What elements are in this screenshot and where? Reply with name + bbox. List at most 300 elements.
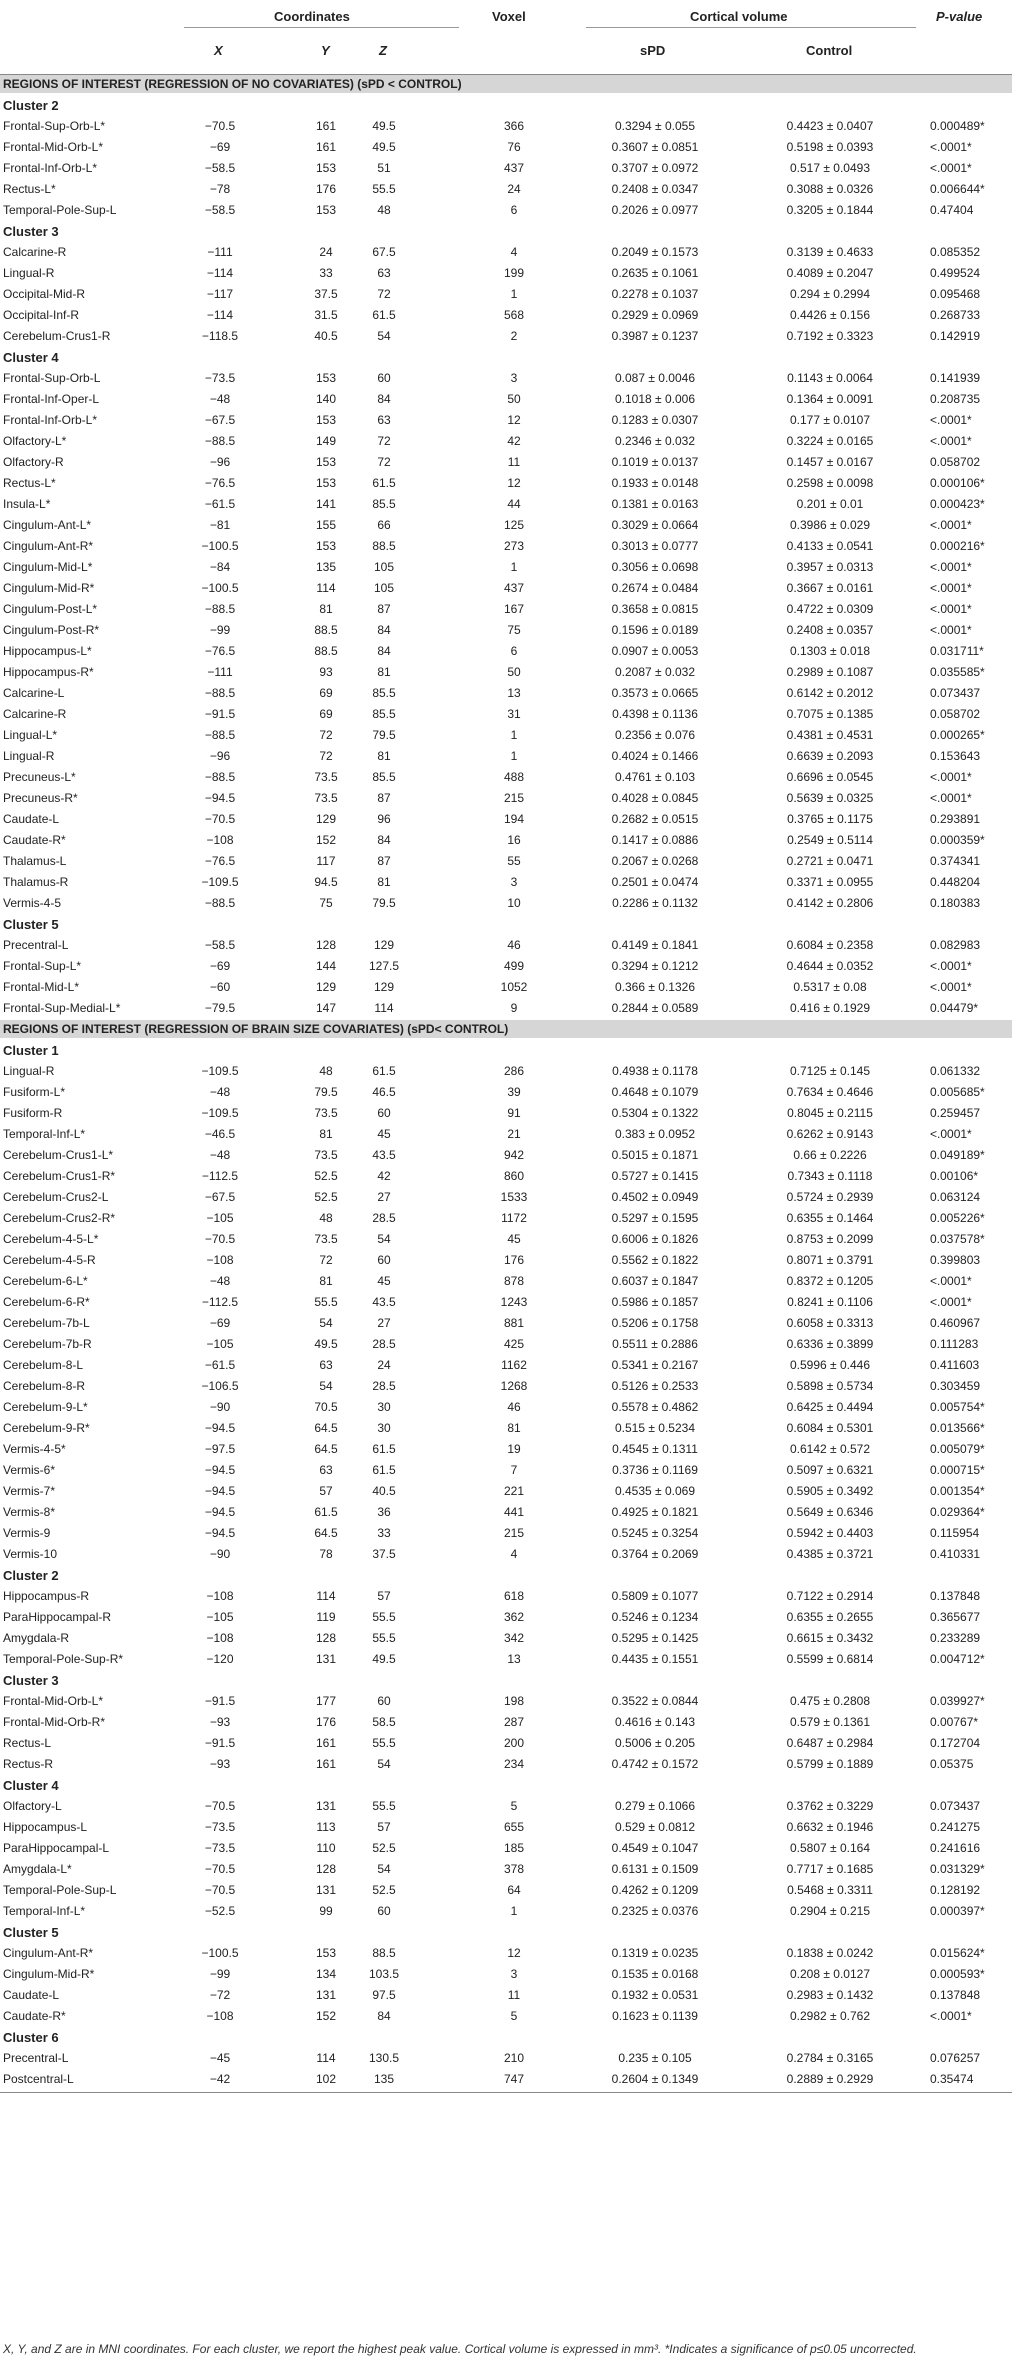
control-volume-cell: 0.8753 ± 0.2099 xyxy=(786,1232,874,1246)
y-cell: 153 xyxy=(315,413,337,427)
x-cell: −94.5 xyxy=(204,1505,236,1519)
y-cell: 131 xyxy=(315,1883,337,1897)
x-cell: −109.5 xyxy=(201,1064,239,1078)
y-cell: 37.5 xyxy=(314,287,338,301)
z-cell: 28.5 xyxy=(372,1379,396,1393)
x-cell: −100.5 xyxy=(201,1946,239,1960)
y-cell: 55.5 xyxy=(314,1295,338,1309)
control-volume-cell: 0.6058 ± 0.3313 xyxy=(786,1316,874,1330)
cluster-label: Cluster 5 xyxy=(3,917,59,932)
y-cell: 149 xyxy=(315,434,337,448)
z-cell: 81 xyxy=(377,665,391,679)
table-row xyxy=(0,116,1012,137)
voxel-cell: 11 xyxy=(507,455,521,469)
region-cell: Calcarine-R xyxy=(3,707,67,721)
region-cell: Cingulum-Mid-R* xyxy=(3,581,95,595)
spd-volume-cell: 0.1381 ± 0.0163 xyxy=(611,497,699,511)
spd-volume-cell: 0.2286 ± 0.1132 xyxy=(612,896,698,910)
x-cell: −100.5 xyxy=(201,581,239,595)
x-cell: −97.5 xyxy=(204,1442,236,1456)
control-volume-cell: 0.1303 ± 0.018 xyxy=(790,644,870,658)
y-cell: 88.5 xyxy=(314,644,338,658)
table-row xyxy=(0,767,1012,788)
x-cell: −90 xyxy=(209,1400,231,1414)
y-cell: 147 xyxy=(315,1001,337,1015)
y-cell: 64.5 xyxy=(314,1421,338,1435)
spd-volume-cell: 0.4925 ± 0.1821 xyxy=(611,1505,699,1519)
x-cell: −109.5 xyxy=(201,1106,239,1120)
y-cell: 129 xyxy=(315,980,337,994)
pvalue-cell: 0.005685* xyxy=(930,1085,985,1099)
table-row xyxy=(0,1208,1012,1229)
z-cell: 114 xyxy=(374,1001,394,1015)
spd-volume-cell: 0.2067 ± 0.0268 xyxy=(611,854,699,868)
spd-volume-cell: 0.1018 ± 0.006 xyxy=(615,392,695,406)
region-cell: Cerebelum-8-L xyxy=(3,1358,84,1372)
voxel-cell: 167 xyxy=(503,602,525,616)
pvalue-cell: 0.180383 xyxy=(930,896,981,910)
z-cell: 30 xyxy=(377,1421,391,1435)
control-volume-cell: 0.3224 ± 0.0165 xyxy=(786,434,874,448)
pvalue-cell: 0.005079* xyxy=(930,1442,985,1456)
y-cell: 63 xyxy=(319,1463,333,1477)
table-row xyxy=(0,179,1012,200)
control-volume-cell: 0.3205 ± 0.1844 xyxy=(786,203,874,217)
x-cell: −109.5 xyxy=(201,875,239,889)
control-volume-cell: 0.579 ± 0.1361 xyxy=(790,1715,870,1729)
x-cell: −96 xyxy=(209,455,231,469)
z-header: Z xyxy=(379,43,387,58)
y-cell: 48 xyxy=(319,1211,333,1225)
region-cell: Amygdala-L* xyxy=(3,1862,72,1876)
y-cell: 161 xyxy=(315,1757,337,1771)
table-row xyxy=(0,1313,1012,1334)
region-cell: Lingual-R xyxy=(3,749,55,763)
table-row xyxy=(0,557,1012,578)
voxel-cell: 13 xyxy=(507,1652,521,1666)
pvalue-cell: 0.085352 xyxy=(930,245,981,259)
x-cell: −88.5 xyxy=(204,434,236,448)
x-cell: −114 xyxy=(206,266,234,280)
x-cell: −112.5 xyxy=(201,1295,239,1309)
table-row xyxy=(0,1292,1012,1313)
region-cell: Frontal-Sup-Medial-L* xyxy=(3,1001,121,1015)
spd-volume-cell: 0.3056 ± 0.0698 xyxy=(611,560,699,574)
z-cell: 81 xyxy=(377,875,391,889)
x-cell: −69 xyxy=(209,140,231,154)
z-cell: 67.5 xyxy=(372,245,396,259)
z-cell: 96 xyxy=(377,812,391,826)
region-cell: Cingulum-Post-R* xyxy=(3,623,100,637)
region-cell: Occipital-Inf-R xyxy=(3,308,80,322)
cluster-heading xyxy=(0,1565,1012,1586)
table-row xyxy=(0,410,1012,431)
table-row xyxy=(0,1859,1012,1880)
table-row xyxy=(0,578,1012,599)
x-cell: −72 xyxy=(209,1988,231,2002)
coordinates-header: Coordinates xyxy=(274,9,350,24)
spd-volume-cell: 0.5727 ± 0.1415 xyxy=(611,1169,699,1183)
z-cell: 60 xyxy=(377,1106,391,1120)
x-cell: −73.5 xyxy=(204,1841,236,1855)
control-volume-cell: 0.2408 ± 0.0357 xyxy=(786,623,874,637)
voxel-cell: 342 xyxy=(503,1631,525,1645)
x-cell: −91.5 xyxy=(204,1736,236,1750)
region-cell: Olfactory-L xyxy=(3,1799,62,1813)
region-cell: Frontal-Mid-Orb-L* xyxy=(3,1694,104,1708)
region-cell: Rectus-L* xyxy=(3,182,56,196)
voxel-cell: 42 xyxy=(507,434,521,448)
y-cell: 155 xyxy=(315,518,337,532)
z-cell: 61.5 xyxy=(372,1442,396,1456)
cluster-label: Cluster 4 xyxy=(3,1778,59,1793)
pvalue-cell: 0.005754* xyxy=(930,1400,985,1414)
x-cell: −93 xyxy=(209,1757,231,1771)
spd-volume-cell: 0.515 ± 0.5234 xyxy=(615,1421,695,1435)
region-cell: Cerebelum-Crus1-R* xyxy=(3,1169,116,1183)
pvalue-header: P-value xyxy=(936,9,983,24)
z-cell: 52.5 xyxy=(372,1841,396,1855)
control-volume-cell: 0.5996 ± 0.446 xyxy=(790,1358,870,1372)
region-cell: Cerebelum-Crus1-R xyxy=(3,329,111,343)
region-cell: Calcarine-R xyxy=(3,245,67,259)
table-row xyxy=(0,263,1012,284)
z-cell: 60 xyxy=(377,1694,391,1708)
section-title: REGIONS OF INTEREST (REGRESSION OF NO COVARIATES) (sPD < CONTROL) xyxy=(3,77,462,91)
region-cell: Frontal-Sup-Orb-L* xyxy=(3,119,106,133)
control-volume-cell: 0.6639 ± 0.2093 xyxy=(786,749,874,763)
pvalue-cell: <.0001* xyxy=(930,161,972,175)
table-row xyxy=(0,200,1012,221)
x-cell: −81 xyxy=(209,518,231,532)
voxel-cell: 176 xyxy=(503,1253,525,1267)
z-cell: 43.5 xyxy=(372,1148,396,1162)
table-row xyxy=(0,242,1012,263)
spd-volume-cell: 0.5341 ± 0.2167 xyxy=(611,1358,699,1372)
table-row xyxy=(0,1649,1012,1670)
y-cell: 161 xyxy=(315,119,337,133)
y-cell: 88.5 xyxy=(314,623,338,637)
x-cell: −70.5 xyxy=(204,1883,236,1897)
pvalue-cell: 0.47404 xyxy=(930,203,974,217)
table-row xyxy=(0,1166,1012,1187)
region-cell: Frontal-Mid-Orb-R* xyxy=(3,1715,106,1729)
y-cell: 72 xyxy=(319,728,333,742)
region-cell: Caudate-R* xyxy=(3,2009,66,2023)
pvalue-cell: 0.063124 xyxy=(930,1190,981,1204)
pvalue-cell: 0.000489* xyxy=(930,119,985,133)
voxel-cell: 10 xyxy=(507,896,521,910)
table-row xyxy=(0,1145,1012,1166)
x-cell: −48 xyxy=(209,1085,231,1099)
table-row xyxy=(0,1943,1012,1964)
region-cell: Rectus-R xyxy=(3,1757,54,1771)
voxel-cell: 860 xyxy=(503,1169,525,1183)
z-cell: 54 xyxy=(377,1862,391,1876)
region-cell: ParaHippocampal-L xyxy=(3,1841,110,1855)
pvalue-cell: 0.04479* xyxy=(930,1001,979,1015)
voxel-cell: 362 xyxy=(503,1610,525,1624)
y-cell: 64.5 xyxy=(314,1526,338,1540)
pvalue-cell: <.0001* xyxy=(930,140,972,154)
control-volume-cell: 0.7192 ± 0.3323 xyxy=(786,329,874,343)
spd-volume-cell: 0.4742 ± 0.1572 xyxy=(611,1757,699,1771)
table-row xyxy=(0,1544,1012,1565)
z-cell: 55.5 xyxy=(372,1736,396,1750)
spd-volume-cell: 0.2346 ± 0.032 xyxy=(615,434,695,448)
voxel-cell: 1 xyxy=(510,560,518,574)
region-cell: Cerebelum-4-5-L* xyxy=(3,1232,99,1246)
region-cell: Cerebelum-Crus1-L* xyxy=(3,1148,114,1162)
spd-volume-cell: 0.6006 ± 0.1826 xyxy=(611,1232,699,1246)
spd-volume-cell: 0.3736 ± 0.1169 xyxy=(612,1463,698,1477)
pvalue-cell: 0.061332 xyxy=(930,1064,981,1078)
z-cell: 36 xyxy=(377,1505,391,1519)
control-volume-cell: 0.8241 ± 0.1106 xyxy=(787,1295,873,1309)
control-volume-cell: 0.294 ± 0.2994 xyxy=(790,287,870,301)
pvalue-cell: 0.137848 xyxy=(930,1988,981,2002)
y-cell: 79.5 xyxy=(314,1085,338,1099)
y-cell: 99 xyxy=(319,1904,333,1918)
section-heading xyxy=(0,75,1012,93)
cluster-heading xyxy=(0,1922,1012,1943)
control-volume-cell: 0.6084 ± 0.2358 xyxy=(786,938,874,952)
spd-volume-cell: 0.1283 ± 0.0307 xyxy=(611,413,699,427)
control-volume-cell: 0.201 ± 0.01 xyxy=(796,497,864,511)
control-volume-cell: 0.6084 ± 0.5301 xyxy=(786,1421,874,1435)
pvalue-cell: 0.128192 xyxy=(930,1883,981,1897)
region-cell: Frontal-Inf-Oper-L xyxy=(3,392,100,406)
region-cell: Frontal-Mid-L* xyxy=(3,980,80,994)
control-volume-cell: 0.208 ± 0.0127 xyxy=(790,1967,870,1981)
region-cell: Cerebelum-7b-R xyxy=(3,1337,92,1351)
x-cell: −96 xyxy=(209,749,231,763)
table-row xyxy=(0,1796,1012,1817)
control-volume-cell: 0.4381 ± 0.4531 xyxy=(786,728,874,742)
spd-volume-cell: 0.4535 ± 0.069 xyxy=(615,1484,695,1498)
voxel-cell: 287 xyxy=(503,1715,525,1729)
y-cell: 93 xyxy=(319,665,333,679)
x-cell: −78 xyxy=(209,182,231,196)
y-cell: 114 xyxy=(316,581,336,595)
region-cell: Frontal-Sup-L* xyxy=(3,959,82,973)
spd-volume-cell: 0.1933 ± 0.0148 xyxy=(611,476,699,490)
control-volume-cell: 0.2549 ± 0.5114 xyxy=(787,833,873,847)
voxel-cell: 488 xyxy=(503,770,525,784)
voxel-cell: 655 xyxy=(503,1820,525,1834)
table-row xyxy=(0,1124,1012,1145)
y-cell: 128 xyxy=(315,938,337,952)
spd-volume-cell: 0.6131 ± 0.1509 xyxy=(611,1862,699,1876)
spd-volume-cell: 0.1417 ± 0.0886 xyxy=(611,833,699,847)
y-cell: 73.5 xyxy=(314,1148,338,1162)
z-cell: 61.5 xyxy=(372,308,396,322)
control-volume-cell: 0.1364 ± 0.0091 xyxy=(786,392,874,406)
z-cell: 45 xyxy=(377,1274,391,1288)
voxel-cell: 942 xyxy=(503,1148,525,1162)
voxel-cell: 1 xyxy=(510,287,518,301)
voxel-cell: 1 xyxy=(510,728,518,742)
z-cell: 46.5 xyxy=(372,1085,396,1099)
spd-volume-cell: 0.5986 ± 0.1857 xyxy=(611,1295,699,1309)
control-volume-cell: 0.8071 ± 0.3791 xyxy=(786,1253,874,1267)
z-cell: 55.5 xyxy=(372,182,396,196)
x-cell: −61.5 xyxy=(204,497,236,511)
control-volume-cell: 0.3762 ± 0.3229 xyxy=(786,1799,874,1813)
y-cell: 153 xyxy=(315,1946,337,1960)
spd-volume-cell: 0.2408 ± 0.0347 xyxy=(611,182,699,196)
spd-volume-cell: 0.3522 ± 0.0844 xyxy=(611,1694,699,1708)
x-cell: −111 xyxy=(207,665,233,679)
z-cell: 105 xyxy=(373,581,395,595)
region-cell: Caudate-L xyxy=(3,812,60,826)
control-volume-cell: 0.5599 ± 0.6814 xyxy=(786,1652,874,1666)
x-cell: −60 xyxy=(209,980,231,994)
pvalue-cell: 0.058702 xyxy=(930,455,981,469)
table-row xyxy=(0,431,1012,452)
y-cell: 161 xyxy=(315,1736,337,1750)
pvalue-cell: 0.000265* xyxy=(930,728,985,742)
control-volume-cell: 0.4722 ± 0.0309 xyxy=(786,602,874,616)
control-volume-cell: 0.7122 ± 0.2914 xyxy=(786,1589,874,1603)
voxel-cell: 185 xyxy=(503,1841,525,1855)
table-row xyxy=(0,1103,1012,1124)
pvalue-cell: 0.460967 xyxy=(930,1316,981,1330)
table-row xyxy=(0,998,1012,1019)
region-cell: Caudate-R* xyxy=(3,833,66,847)
voxel-cell: 215 xyxy=(503,791,525,805)
pvalue-cell: <.0001* xyxy=(930,2009,972,2023)
x-cell: −94.5 xyxy=(204,1526,236,1540)
x-cell: −111 xyxy=(207,245,233,259)
control-volume-cell: 0.6425 ± 0.4494 xyxy=(786,1400,874,1414)
region-cell: Hippocampus-R* xyxy=(3,665,94,679)
x-cell: −73.5 xyxy=(204,371,236,385)
region-cell: Caudate-L xyxy=(3,1988,60,2002)
y-cell: 73.5 xyxy=(314,770,338,784)
control-volume-cell: 0.6632 ± 0.1946 xyxy=(786,1820,874,1834)
table-row xyxy=(0,515,1012,536)
table-row xyxy=(0,1082,1012,1103)
table-row xyxy=(0,641,1012,662)
z-cell: 42 xyxy=(377,1169,391,1183)
region-cell: Cerebelum-Crus2-R* xyxy=(3,1211,116,1225)
y-cell: 24 xyxy=(319,245,333,259)
pvalue-cell: 0.365677 xyxy=(930,1610,981,1624)
x-cell: −94.5 xyxy=(204,1421,236,1435)
y-cell: 152 xyxy=(315,833,337,847)
y-cell: 73.5 xyxy=(314,1232,338,1246)
spd-volume-cell: 0.4545 ± 0.1311 xyxy=(612,1442,698,1456)
x-cell: −84 xyxy=(209,560,231,574)
x-cell: −76.5 xyxy=(204,854,236,868)
y-cell: 54 xyxy=(319,1379,333,1393)
voxel-cell: 200 xyxy=(503,1736,525,1750)
control-volume-cell: 0.2889 ± 0.2929 xyxy=(786,2072,874,2086)
voxel-cell: 568 xyxy=(503,308,525,322)
spd-volume-cell: 0.5006 ± 0.205 xyxy=(615,1736,695,1750)
control-volume-cell: 0.2983 ± 0.1432 xyxy=(786,1988,874,2002)
z-cell: 48 xyxy=(377,203,391,217)
pvalue-cell: 0.013566* xyxy=(930,1421,985,1435)
z-cell: 30 xyxy=(377,1400,391,1414)
region-cell: Precentral-L xyxy=(3,938,69,952)
z-cell: 61.5 xyxy=(372,476,396,490)
table-row xyxy=(0,1985,1012,2006)
x-cell: −61.5 xyxy=(204,1358,236,1372)
pvalue-cell: 0.000106* xyxy=(930,476,985,490)
spd-volume-cell: 0.4435 ± 0.1551 xyxy=(611,1652,699,1666)
voxel-cell: 39 xyxy=(507,1085,521,1099)
z-cell: 84 xyxy=(377,623,391,637)
voxel-cell: 81 xyxy=(507,1421,521,1435)
z-cell: 60 xyxy=(377,371,391,385)
y-cell: 81 xyxy=(319,1274,333,1288)
z-cell: 49.5 xyxy=(372,1652,396,1666)
control-volume-cell: 0.4426 ± 0.156 xyxy=(790,308,870,322)
volume-underline xyxy=(586,27,916,28)
spd-volume-cell: 0.279 ± 0.1066 xyxy=(615,1799,695,1813)
control-volume-cell: 0.5724 ± 0.2939 xyxy=(786,1190,874,1204)
spd-volume-cell: 0.1932 ± 0.0531 xyxy=(611,1988,699,2002)
table-row xyxy=(0,2048,1012,2069)
table-row xyxy=(0,1334,1012,1355)
spd-volume-cell: 0.4549 ± 0.1047 xyxy=(611,1841,699,1855)
y-cell: 117 xyxy=(316,854,336,868)
region-cell: Frontal-Inf-Orb-L* xyxy=(3,161,98,175)
z-cell: 51 xyxy=(377,161,391,175)
control-volume-cell: 0.5097 ± 0.6321 xyxy=(786,1463,874,1477)
region-cell: Cingulum-Ant-L* xyxy=(3,518,92,532)
spd-volume-cell: 0.5015 ± 0.1871 xyxy=(611,1148,699,1162)
voxel-cell: 19 xyxy=(507,1442,521,1456)
pvalue-cell: <.0001* xyxy=(930,602,972,616)
z-cell: 87 xyxy=(377,791,391,805)
spd-volume-cell: 0.5206 ± 0.1758 xyxy=(611,1316,699,1330)
table-row xyxy=(0,1250,1012,1271)
cluster-label: Cluster 2 xyxy=(3,1568,59,1583)
voxel-cell: 499 xyxy=(503,959,525,973)
table-row xyxy=(0,725,1012,746)
region-cell: Vermis-6* xyxy=(3,1463,56,1477)
table-row xyxy=(0,935,1012,956)
pvalue-cell: 0.000359* xyxy=(930,833,985,847)
y-cell: 52.5 xyxy=(314,1190,338,1204)
z-cell: 49.5 xyxy=(372,119,396,133)
control-header: Control xyxy=(806,43,853,58)
pvalue-cell: 0.137848 xyxy=(930,1589,981,1603)
voxel-cell: 437 xyxy=(503,161,525,175)
spd-volume-cell: 0.2929 ± 0.0969 xyxy=(611,308,699,322)
voxel-cell: 50 xyxy=(507,392,521,406)
region-cell: Fusiform-R xyxy=(3,1106,63,1120)
spd-volume-cell: 0.3029 ± 0.0664 xyxy=(611,518,699,532)
region-cell: Cingulum-Ant-R* xyxy=(3,1946,94,1960)
table-row xyxy=(0,536,1012,557)
table-row xyxy=(0,1397,1012,1418)
region-cell: Lingual-L* xyxy=(3,728,58,742)
y-cell: 140 xyxy=(315,392,337,406)
x-cell: −90 xyxy=(209,1547,231,1561)
voxel-cell: 91 xyxy=(507,1106,521,1120)
region-cell: Hippocampus-R xyxy=(3,1589,90,1603)
voxel-cell: 5 xyxy=(510,2009,518,2023)
y-cell: 40.5 xyxy=(314,329,338,343)
table-row xyxy=(0,1817,1012,1838)
voxel-cell: 1 xyxy=(510,749,518,763)
pvalue-cell: 0.000715* xyxy=(930,1463,985,1477)
spd-volume-cell: 0.2278 ± 0.1037 xyxy=(611,287,699,301)
